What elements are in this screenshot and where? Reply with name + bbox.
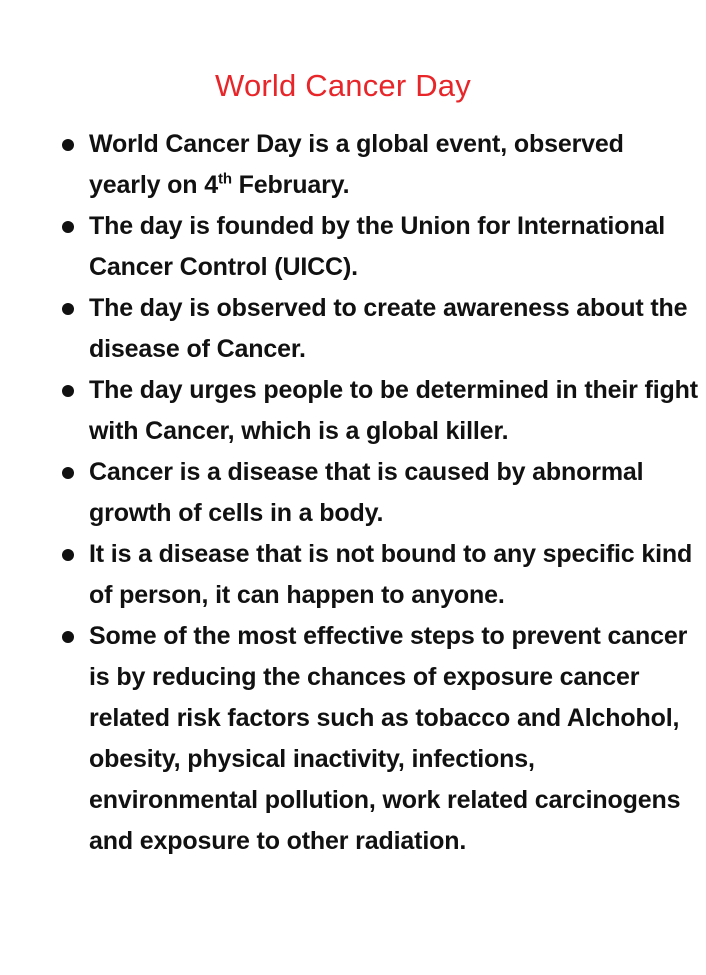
list-item <box>0 288 706 370</box>
bullet-icon <box>62 549 74 561</box>
list-item-text: The day is founded by the Union for International Cancer Control (UICC). <box>89 212 665 281</box>
bullet-icon <box>62 221 74 233</box>
bullet-icon <box>62 631 74 643</box>
ordinal-superscript: th <box>217 170 232 188</box>
bullet-icon <box>62 303 74 315</box>
list-item-text: The day urges people to be determined in their fight with Cancer, which is a global killer. <box>89 376 698 445</box>
list-item-text: Some of the most effective steps to prevent cancer is by reducing the chances of exposure cancer related risk factors such as tobacco and Alchohol, obesity, physical inactivity, infections, environmental pollution, work related carcinogens and exposure to other radiation. <box>89 622 688 855</box>
list-item <box>0 452 706 534</box>
list-item-text: Cancer is a disease that is caused by abnormal growth of cells in a body. <box>89 458 644 527</box>
bullet-icon <box>62 385 74 397</box>
list-item <box>0 124 706 206</box>
bullet-list <box>0 124 706 862</box>
list-item-text: World Cancer Day is a global event, observed yearly on 4th February. <box>89 130 624 199</box>
page-title: World Cancer Day <box>215 68 471 103</box>
list-item <box>0 206 706 288</box>
list-item <box>0 370 706 452</box>
list-item <box>0 534 706 616</box>
bullet-icon <box>62 467 74 479</box>
list-item <box>0 616 706 862</box>
list-item-text: It is a disease that is not bound to any specific kind of person, it can happen to anyone. <box>89 540 693 609</box>
list-item-text: The day is observed to create awareness about the disease of Cancer. <box>89 294 688 363</box>
bullet-icon <box>62 139 74 151</box>
